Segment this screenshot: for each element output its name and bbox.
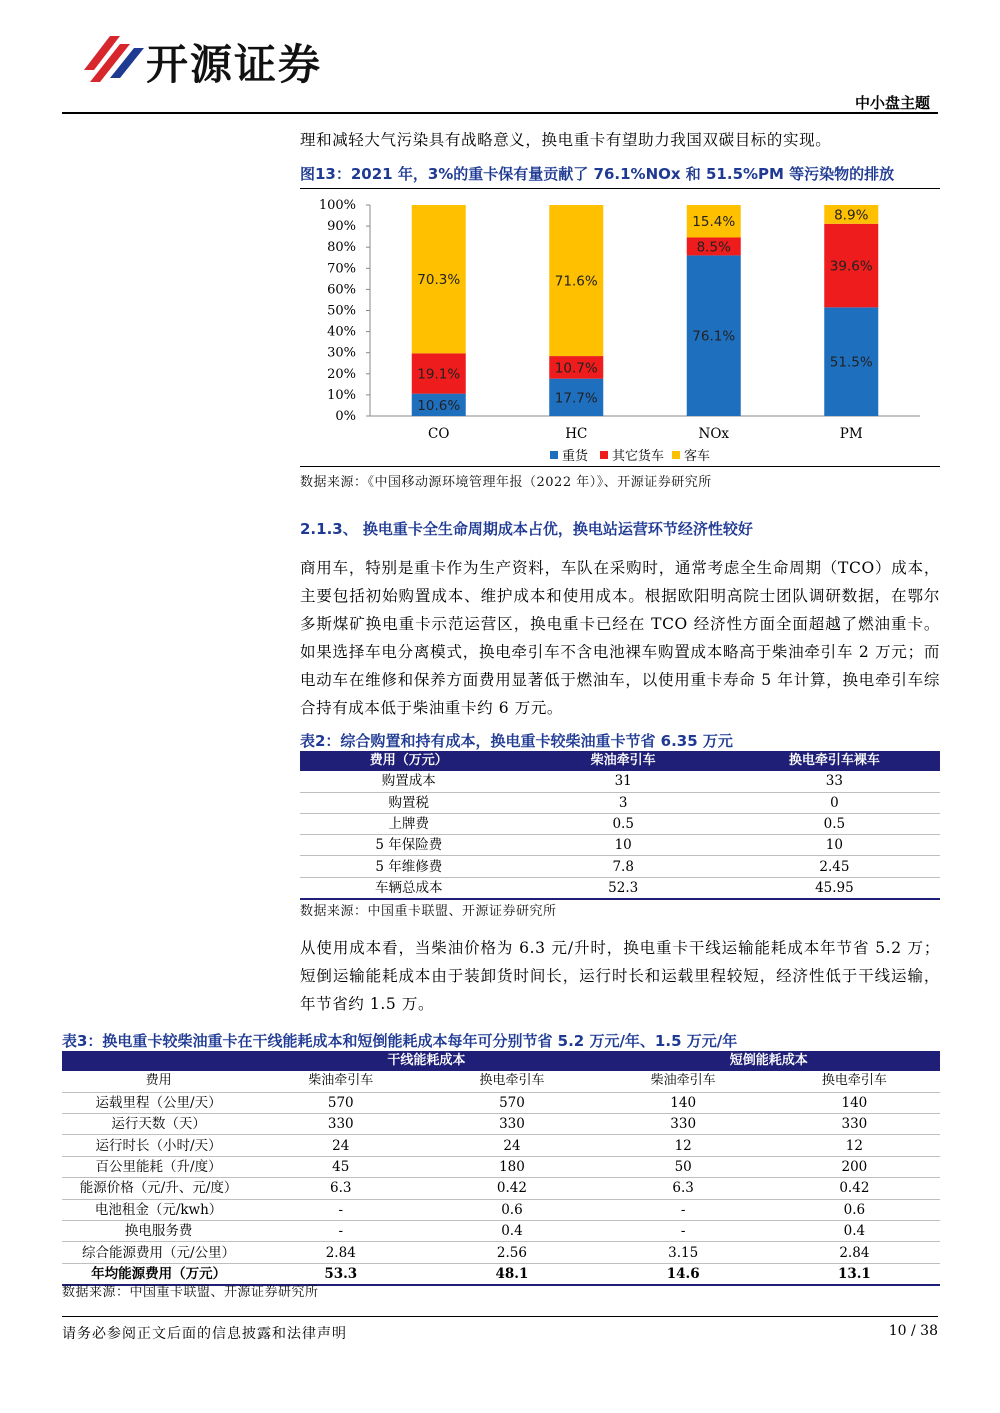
row-label: 年均能源费用（万元） [62, 1263, 255, 1285]
table-row [62, 1156, 940, 1177]
table-row [62, 1199, 940, 1220]
row-label: 车辆总成本 [300, 877, 518, 899]
table2-header: 费用（万元） [300, 751, 518, 771]
table2-header: 柴油牵引车 [518, 751, 729, 771]
table-cell: 31 [518, 771, 729, 792]
legend-entry: 客车 [684, 449, 711, 464]
table-cell: - [598, 1199, 769, 1220]
table-cell: 7.8 [518, 856, 729, 877]
section-heading: 2.1.3、 换电重卡全生命周期成本占优，换电站运营环节经济性较好 [300, 520, 753, 538]
table-cell: 52.3 [518, 877, 729, 899]
y-tick-label: 80% [327, 240, 356, 256]
table-cell: 330 [598, 1113, 769, 1134]
page-number: 10 / 38 [888, 1323, 938, 1339]
table3-title: 表3：换电重卡较柴油重卡在干线能耗成本和短倒能耗成本每年可分别节省 5.2 万元/年、1.5 万元/年 [62, 1032, 738, 1050]
y-tick-label: 30% [327, 345, 356, 361]
table-row [62, 1178, 940, 1199]
row-label: 上牌费 [300, 813, 518, 834]
table-cell: 140 [598, 1092, 769, 1113]
table-row [300, 771, 940, 792]
y-tick-label: 60% [327, 282, 356, 298]
brand-name: 开源证券 [146, 40, 323, 89]
table-row [62, 1113, 940, 1134]
table-cell: 45 [255, 1156, 426, 1177]
table-cell: - [255, 1199, 426, 1220]
table-cell: 2.45 [729, 856, 940, 877]
row-label: 运行时长（小时/天） [62, 1135, 255, 1156]
table-cell: - [598, 1220, 769, 1241]
table-cell: 12 [598, 1135, 769, 1156]
data-label: 8.9% [834, 207, 869, 224]
y-tick-label: 50% [327, 303, 356, 319]
stacked-bar-chart [300, 194, 940, 464]
table-cell: 0.5 [518, 813, 729, 834]
table-cell: 10 [729, 835, 940, 856]
table-cell: 180 [426, 1156, 597, 1177]
y-tick-label: 40% [327, 324, 356, 340]
table3-sub-header: 换电牵引车 [426, 1071, 597, 1092]
row-label: 运行天数（天） [62, 1113, 255, 1134]
table-cell: 330 [426, 1113, 597, 1134]
y-tick-label: 20% [327, 366, 356, 382]
data-label: 10.6% [417, 397, 461, 414]
footer-rule [62, 1316, 938, 1317]
figure13-top-rule [300, 188, 940, 189]
footer-disclaimer: 请务必参阅正文后面的信息披露和法律声明 [62, 1326, 347, 1342]
table-cell: 0 [729, 792, 940, 813]
table-cell: 140 [769, 1092, 940, 1113]
data-label: 76.1% [692, 328, 736, 345]
table-cell: 0.5 [729, 813, 940, 834]
row-label: 购置成本 [300, 771, 518, 792]
table-cell: 0.4 [426, 1220, 597, 1241]
table-cell: 3.15 [598, 1242, 769, 1263]
figure13-source: 数据来源：《中国移动源环境管理年报（2022 年）》、开源证券研究所 [300, 475, 712, 490]
paragraph-use-cost: 从使用成本看，当柴油价格为 6.3 元/升时，换电重卡干线运输能耗成本年节省 5.2 万；短倒运输能耗成本由于装卸货时间长，运行时长和运载里程较短，经济性低于干线运输，年节省约 1.5 万。 [300, 939, 940, 1013]
table3-corner [62, 1051, 255, 1071]
table2-source: 数据来源：中国重卡联盟、开源证券研究所 [300, 904, 557, 919]
legend-swatch [550, 451, 558, 459]
table3-sub-header: 换电牵引车 [769, 1071, 940, 1092]
section-tag: 中小盘主题 [854, 94, 930, 112]
table-row [300, 792, 940, 813]
table-cell: - [255, 1220, 426, 1241]
table-cell: 330 [769, 1113, 940, 1134]
data-label: 8.5% [696, 239, 731, 256]
table-row [62, 1220, 940, 1241]
table-cell: 50 [598, 1156, 769, 1177]
data-label: 51.5% [829, 354, 873, 371]
table-cell: 2.84 [769, 1242, 940, 1263]
table-cell: 6.3 [598, 1178, 769, 1199]
y-tick-label: 90% [327, 219, 356, 235]
table-cell: 48.1 [426, 1263, 597, 1285]
table-row [300, 835, 940, 856]
table2-header: 换电牵引车裸车 [729, 751, 940, 771]
legend-entry: 重货 [562, 449, 589, 464]
table-row [62, 1242, 940, 1263]
table3 [62, 1051, 940, 1286]
data-label: 15.4% [692, 214, 736, 231]
table-cell: 6.3 [255, 1178, 426, 1199]
data-label: 71.6% [554, 273, 598, 290]
table-cell: 570 [255, 1092, 426, 1113]
y-tick-label: 10% [327, 387, 356, 403]
table-cell: 0.6 [769, 1199, 940, 1220]
table-cell: 0.42 [426, 1178, 597, 1199]
table-cell: 570 [426, 1092, 597, 1113]
table-row [300, 877, 940, 899]
table-cell: 0.42 [769, 1178, 940, 1199]
table-cell: 45.95 [729, 877, 940, 899]
table-cell: 12 [769, 1135, 940, 1156]
row-label: 购置税 [300, 792, 518, 813]
table3-group-header: 短倒能耗成本 [598, 1051, 940, 1071]
row-label: 运载里程（公里/天） [62, 1092, 255, 1113]
table3-group-header: 干线能耗成本 [255, 1051, 597, 1071]
table-cell: 10 [518, 835, 729, 856]
data-label: 19.1% [417, 366, 461, 383]
table-row [300, 856, 940, 877]
table-cell: 24 [255, 1135, 426, 1156]
paragraph-top: 理和减轻大气污染具有战略意义，换电重卡有望助力我国双碳目标的实现。 [300, 131, 832, 149]
table3-sub-header: 柴油牵引车 [598, 1071, 769, 1092]
table3-sub-header: 费用 [62, 1071, 255, 1092]
legend-swatch [600, 451, 608, 459]
y-tick-label: 70% [327, 261, 356, 277]
table-cell: 53.3 [255, 1263, 426, 1285]
table-row [62, 1092, 940, 1113]
data-label: 39.6% [829, 258, 873, 275]
row-label: 综合能源费用（元/公里） [62, 1242, 255, 1263]
table-cell: 2.84 [255, 1242, 426, 1263]
table-cell: 0.4 [769, 1220, 940, 1241]
table-cell: 0.6 [426, 1199, 597, 1220]
table-cell: 200 [769, 1156, 940, 1177]
table3-source: 数据来源：中国重卡联盟、开源证券研究所 [62, 1285, 319, 1300]
table-cell: 24 [426, 1135, 597, 1156]
x-tick-label: PM [839, 426, 863, 442]
table3-sub-header: 柴油牵引车 [255, 1071, 426, 1092]
data-label: 70.3% [417, 272, 461, 289]
table-cell: 330 [255, 1113, 426, 1134]
row-label: 百公里能耗（升/度） [62, 1156, 255, 1177]
row-label: 5 年维修费 [300, 856, 518, 877]
table2-title: 表2：综合购置和持有成本，换电重卡较柴油重卡节省 6.35 万元 [300, 732, 733, 750]
table2 [300, 751, 940, 900]
x-tick-label: HC [565, 426, 588, 442]
x-tick-label: NOx [698, 426, 729, 442]
paragraph-main: 商用车，特别是重卡作为生产资料，车队在采购时，通常考虑全生命周期（TCO）成本，主要包括初始购置成本、维护成本和使用成本。根据欧阳明高院士团队调研数据，在鄂尔多斯煤矿换电重卡示范运营区，换电重卡已经在 TCO 经济性方面全面超越了燃油重卡。如果选择车电分离模式，换电牵引车不含电池裸车购置成本略高于柴油牵引车 2 万元；而电动车在维修和保养方面费用显著低于燃油车，以使用重卡寿命 5 年计算，换电牵引车综合持有成本低于柴油重卡约 6 万元。 [300, 559, 940, 717]
table-cell: 2.56 [426, 1242, 597, 1263]
data-label: 17.7% [554, 390, 598, 407]
row-label: 电池租金（元/kwh） [62, 1199, 255, 1220]
figure13-title: 图13：2021 年，3%的重卡保有量贡献了 76.1%NOx 和 51.5%PM 等污染物的排放 [300, 165, 895, 183]
y-tick-label: 100% [318, 198, 356, 213]
row-label: 能源价格（元/升、元/度） [62, 1178, 255, 1199]
table-row [300, 813, 940, 834]
table-cell: 14.6 [598, 1263, 769, 1285]
header-rule [62, 112, 938, 114]
row-label: 5 年保险费 [300, 835, 518, 856]
x-tick-label: CO [428, 426, 450, 442]
y-tick-label: 0% [335, 409, 356, 424]
table-cell: 13.1 [769, 1263, 940, 1285]
legend-entry: 其它货车 [612, 449, 665, 464]
data-label: 10.7% [554, 360, 598, 377]
row-label: 换电服务费 [62, 1220, 255, 1241]
table-cell: 33 [729, 771, 940, 792]
table-cell: 3 [518, 792, 729, 813]
figure13-bottom-rule [300, 466, 940, 467]
table-row [62, 1135, 940, 1156]
legend-swatch [672, 451, 680, 459]
